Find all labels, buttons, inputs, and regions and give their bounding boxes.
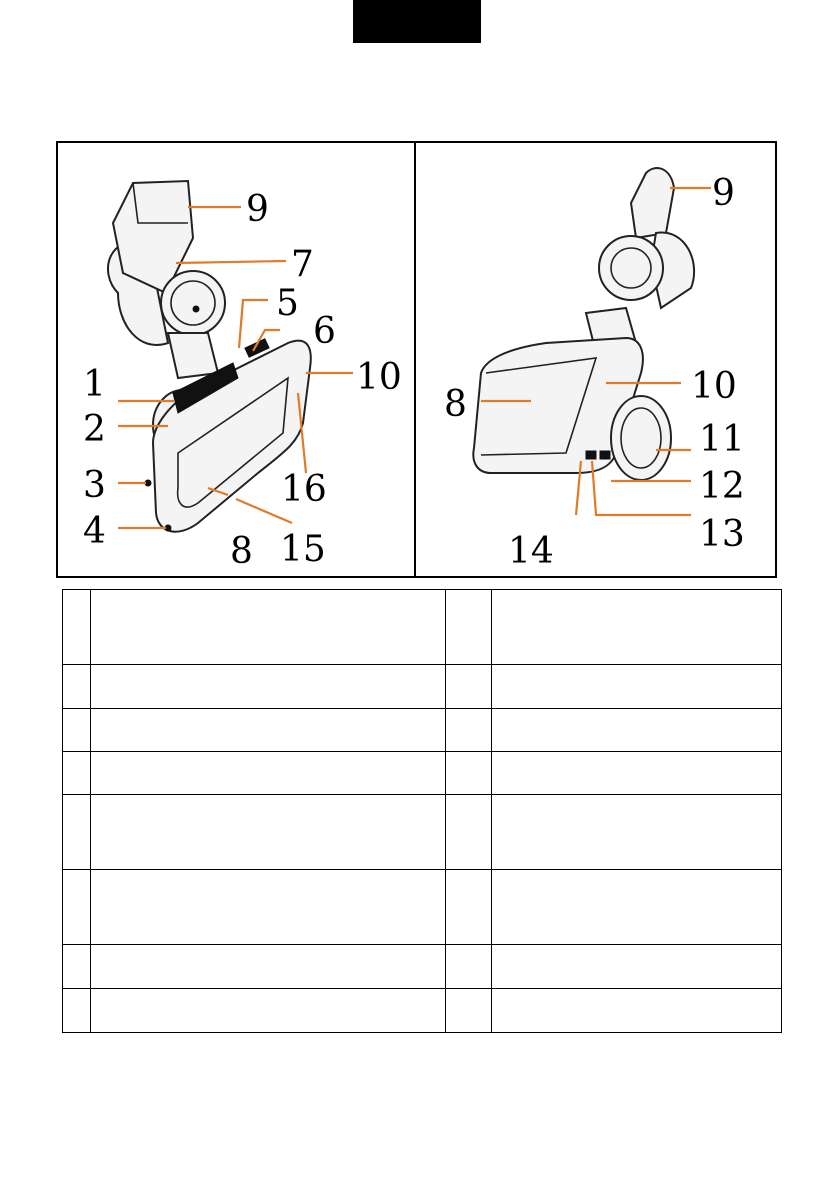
part-description-cell <box>492 989 782 1033</box>
part-number-cell <box>446 870 492 945</box>
part-number-cell <box>63 590 91 665</box>
table-row <box>63 665 782 709</box>
rear-view-drawing <box>416 143 777 576</box>
part-number-cell <box>446 795 492 870</box>
callout-9: 9 <box>246 189 269 230</box>
part-number-cell <box>446 709 492 752</box>
rear-callout-11: 11 <box>699 419 745 460</box>
part-number-cell <box>446 989 492 1033</box>
table-row <box>63 989 782 1033</box>
part-description-cell <box>492 945 782 989</box>
part-description-cell <box>91 870 446 945</box>
part-number-cell <box>63 989 91 1033</box>
part-description-cell <box>91 752 446 795</box>
rear-callout-14: 14 <box>508 531 554 572</box>
part-number-cell <box>446 945 492 989</box>
part-description-cell <box>91 945 446 989</box>
callout-8: 8 <box>230 531 253 572</box>
part-number-cell <box>63 752 91 795</box>
ball-joint <box>168 333 218 378</box>
part-description-cell <box>492 590 782 665</box>
rear-callout-12: 12 <box>699 466 745 507</box>
part-description-cell <box>91 709 446 752</box>
part-description-cell <box>492 665 782 709</box>
parts-table <box>62 589 782 1033</box>
section-tab-marker <box>353 0 481 43</box>
part-number-cell <box>63 945 91 989</box>
table-row <box>63 945 782 989</box>
rear-callout-8: 8 <box>444 384 467 425</box>
callout-16: 16 <box>281 469 327 510</box>
part-number-cell <box>446 752 492 795</box>
callout-4: 4 <box>83 511 106 552</box>
part-number-cell <box>63 870 91 945</box>
callout-7: 7 <box>291 244 314 285</box>
rear-rotation-knob <box>599 236 663 300</box>
rear-mount-arm <box>631 168 674 238</box>
part-description-cell <box>492 870 782 945</box>
part-description-cell <box>492 752 782 795</box>
rear-callout-9: 9 <box>712 173 735 214</box>
port-12 <box>600 451 610 459</box>
part-description-cell <box>91 665 446 709</box>
callout-1: 1 <box>83 364 106 405</box>
part-number-cell <box>63 665 91 709</box>
port-13 <box>586 451 596 459</box>
part-description-cell <box>91 989 446 1033</box>
device-figure <box>56 141 777 578</box>
table-row <box>63 870 782 945</box>
table-row <box>63 590 782 665</box>
table-row <box>63 709 782 752</box>
part-number-cell <box>446 665 492 709</box>
part-number-cell <box>63 709 91 752</box>
callout-3: 3 <box>83 465 106 506</box>
part-description-cell <box>91 590 446 665</box>
callout-10: 10 <box>356 357 402 398</box>
table-row <box>63 752 782 795</box>
callout-15: 15 <box>280 529 326 570</box>
callout-6: 6 <box>313 311 336 352</box>
front-view-drawing <box>58 143 414 576</box>
callout-2: 2 <box>83 409 106 450</box>
part-number-cell <box>63 795 91 870</box>
table-row <box>63 795 782 870</box>
part-number-cell <box>446 590 492 665</box>
part-description-cell <box>492 795 782 870</box>
rear-callout-13: 13 <box>699 514 745 555</box>
part-description-cell <box>91 795 446 870</box>
rear-callout-10: 10 <box>691 366 737 407</box>
callout-5: 5 <box>276 283 299 324</box>
part-description-cell <box>492 709 782 752</box>
